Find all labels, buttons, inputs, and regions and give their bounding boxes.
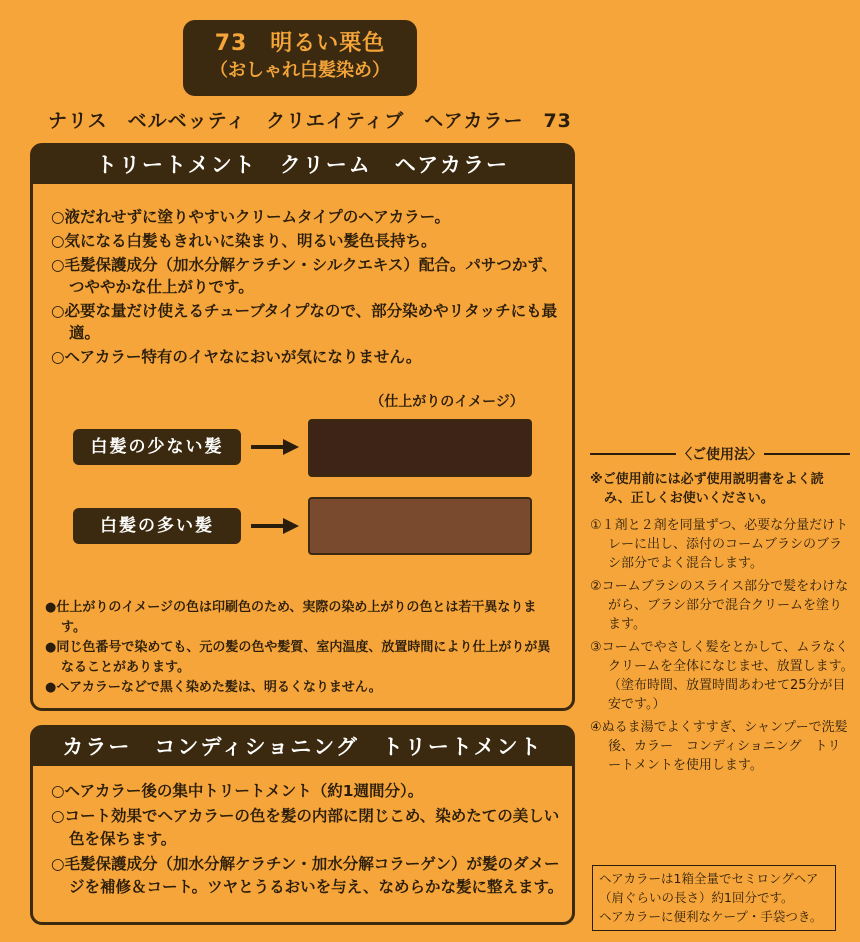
feature-item: ○ヘアカラー特有のイヤなにおいが気になりません。 [51,348,422,366]
color-swatch-less-gray [308,419,532,477]
usage-steps [590,516,860,775]
usage-step: ③コームでやさしく髪をとかして、ムラなくクリームを全体になじませ、放置します。 （塗布時間、放置時間あわせて25分が目安です。） [590,640,860,712]
usage-step: ②コームブラシのスライス部分で髪をわけながら、ブラシ部分で混合クリームを塗ります。 [590,579,849,632]
hair-color-panel [30,143,575,711]
package-info-box [592,865,836,931]
finish-image-caption: （仕上がりのイメージ） [370,394,524,410]
note-item: ●同じ色番号で染めても、元の髪の色や髪質、室内温度、放置時間により仕上がりが異なることがあります。 [45,640,551,675]
usage-step: ④ぬるま湯でよくすすぎ、シャンプーで洗髪後、カラー コンディショニング トリートメントを使用します。 [590,720,848,773]
usage-warning: ※ご使用前には必ず使用説明書をよく読み、正しくお使いください。 [590,472,824,506]
product-title: 73 明るい栗色 [214,31,386,56]
usage-title [590,444,850,464]
feature-item: ○気になる白髪もきれいに染まり、明るい髪色長持ち。 [51,232,437,250]
usage-instructions [590,444,860,779]
product-line-name: ナリス ベルベッティ クリエイティブ ヘアカラー 73 [48,110,572,132]
feature-item: ○毛髪保護成分（加水分解ケラチン・加水分解コラーゲン）が髪のダメージを補修＆コート。ツヤとうるおいを与え、なめらかな髪に整えます。 [51,855,564,896]
note-item: ●ヘアカラーなどで黒く染めた髪は、明るくなりません。 [45,680,382,695]
hair-color-features [51,206,561,370]
arrow-right-icon [251,437,299,457]
product-subtitle: （おしゃれ白髪染め） [210,60,390,81]
conditioning-features [51,780,571,901]
usage-step: ①１剤と２剤を同量ずつ、必要な分量だけトレーに出し、添付のコームブラシのブラシ部分でよく混合します。 [590,518,849,571]
conditioning-panel-header: カラー コンディショニング トリートメント [33,728,572,766]
feature-item: ○毛髪保護成分（加水分解ケラチン・シルクエキス）配合。パサつかず、つややかな仕上がりです。 [51,256,558,296]
feature-item: ○液だれせずに塗りやすいクリームタイプのヘアカラー。 [51,208,451,226]
hair-color-panel-header: トリートメント クリーム ヘアカラー [33,146,572,184]
feature-item: ○必要な量だけ使えるチューブタイプなので、部分染めやリタッチにも最適。 [51,302,558,342]
package-accessory-note: ヘアカラーに便利なケープ・手袋つき。 [599,909,823,924]
note-item: ●仕上がりのイメージの色は印刷色のため、実際の染め上がりの色とは若干異なります。 [45,600,537,635]
color-swatch-more-gray [308,497,532,555]
feature-item: ○ヘアカラー後の集中トリートメント（約1週間分）。 [51,782,424,800]
swatch-label-less-gray: 白髪の少ない髪 [73,429,241,465]
feature-item: ○コート効果でヘアカラーの色を髪の内部に閉じこめ、染めたての美しい色を保ちます。 [51,807,560,848]
usage-title-text: 〈ご使用法〉 [678,447,762,463]
package-amount-note: ヘアカラーは1箱全量でセミロングヘア（肩ぐらいの長さ）約1回分です。 [599,871,819,905]
arrow-right-icon [251,516,299,536]
conditioning-panel [30,725,575,925]
swatch-label-more-gray: 白髪の多い髪 [73,508,241,544]
disclaimer-notes [45,598,560,698]
title-box [183,20,417,96]
